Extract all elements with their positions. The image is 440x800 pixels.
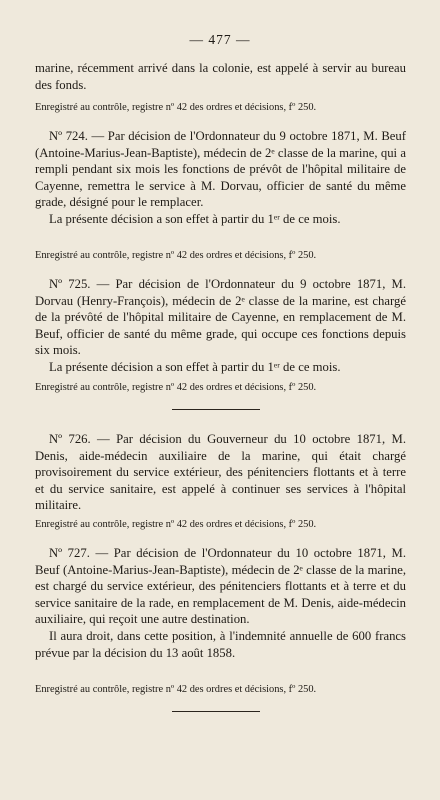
decision-727-allowance: Il aura droit, dans cette position, à l'indemnité annuelle de 600 francs prévue par la décision du 13 août 1858. [35, 628, 406, 660]
decision-724-body: Nº 724. — Par décision de l'Ordonnateur du 9 octobre 1871, M. Beuf (Antoine-Marius-Jean-Baptiste), médecin de 2ᵉ classe de la marine, qui a rempli pendant six mois les fonctions de prévôt de l'hôpital militaire de Cayenne, remettra le service à M. Dorvau, officier de santé du même grade, désigné pour le remplacer. [35, 129, 406, 210]
registration-note: Enregistré au contrôle, registre nº 42 des ordres et décisions, fº 250. [35, 250, 317, 261]
continuation-text: marine, récemment arrivé dans la colonie, est appelé à servir au bureau des fonds. [35, 61, 406, 92]
registration-note: Enregistré au contrôle, registre nº 42 des ordres et décisions, fº 250. [35, 102, 317, 113]
decision-725-body: Nº 725. — Par décision de l'Ordonnateur du 9 octobre 1871, M. Dorvau (Henry-François), médecin de 2ᵉ classe de la marine, est chargé de la prévôté de l'hôpital militaire de Cayenne, en remplacement de M. Beuf, officier de santé du même grade, qui occupe ces fonctions depuis six mois. [35, 277, 406, 358]
registration-note: Enregistré au contrôle, registre nº 42 des ordres et décisions, fº 250. [35, 382, 317, 393]
decision-725-effect: La présente décision a son effet à partir du 1ᵉʳ de ce mois. [49, 359, 341, 374]
decision-724-effect: La présente décision a son effet à partir du 1ᵉʳ de ce mois. [49, 211, 341, 226]
decision-724 [35, 128, 406, 228]
registration-note: Enregistré au contrôle, registre nº 42 des ordres et décisions, fº 250. [35, 519, 317, 530]
decision-726-body: Nº 726. — Par décision du Gouverneur du 10 octobre 1871, M. Denis, aide-médecin auxiliaire de la marine, qui était chargé provisoirement du service extérieur, des pénitenciers flottants et à terre et du service sanitaire, est appelé à continuer ses services à l'hôpital militaire. [35, 432, 406, 513]
section-divider [172, 409, 260, 410]
decision-726 [35, 431, 406, 514]
decision-727 [35, 545, 406, 661]
continuation-paragraph [35, 60, 406, 93]
decision-725 [35, 276, 406, 376]
registration-note: Enregistré au contrôle, registre nº 42 des ordres et décisions, fº 250. [35, 684, 317, 695]
page-number: — 477 — [189, 32, 251, 47]
section-divider [172, 711, 260, 712]
decision-727-body: Nº 727. — Par décision de l'Ordonnateur du 10 octobre 1871, M. Beuf (Antoine-Marius-Jean-Baptiste), médecin de 2ᵉ classe de la marine, est chargé du service extérieur, des pénitenciers flottants et à terre et du service sanitaire de la rade, en remplacement de M. Denis, aide-médecin auxiliaire, qui reçoit une autre destination. [35, 546, 406, 627]
